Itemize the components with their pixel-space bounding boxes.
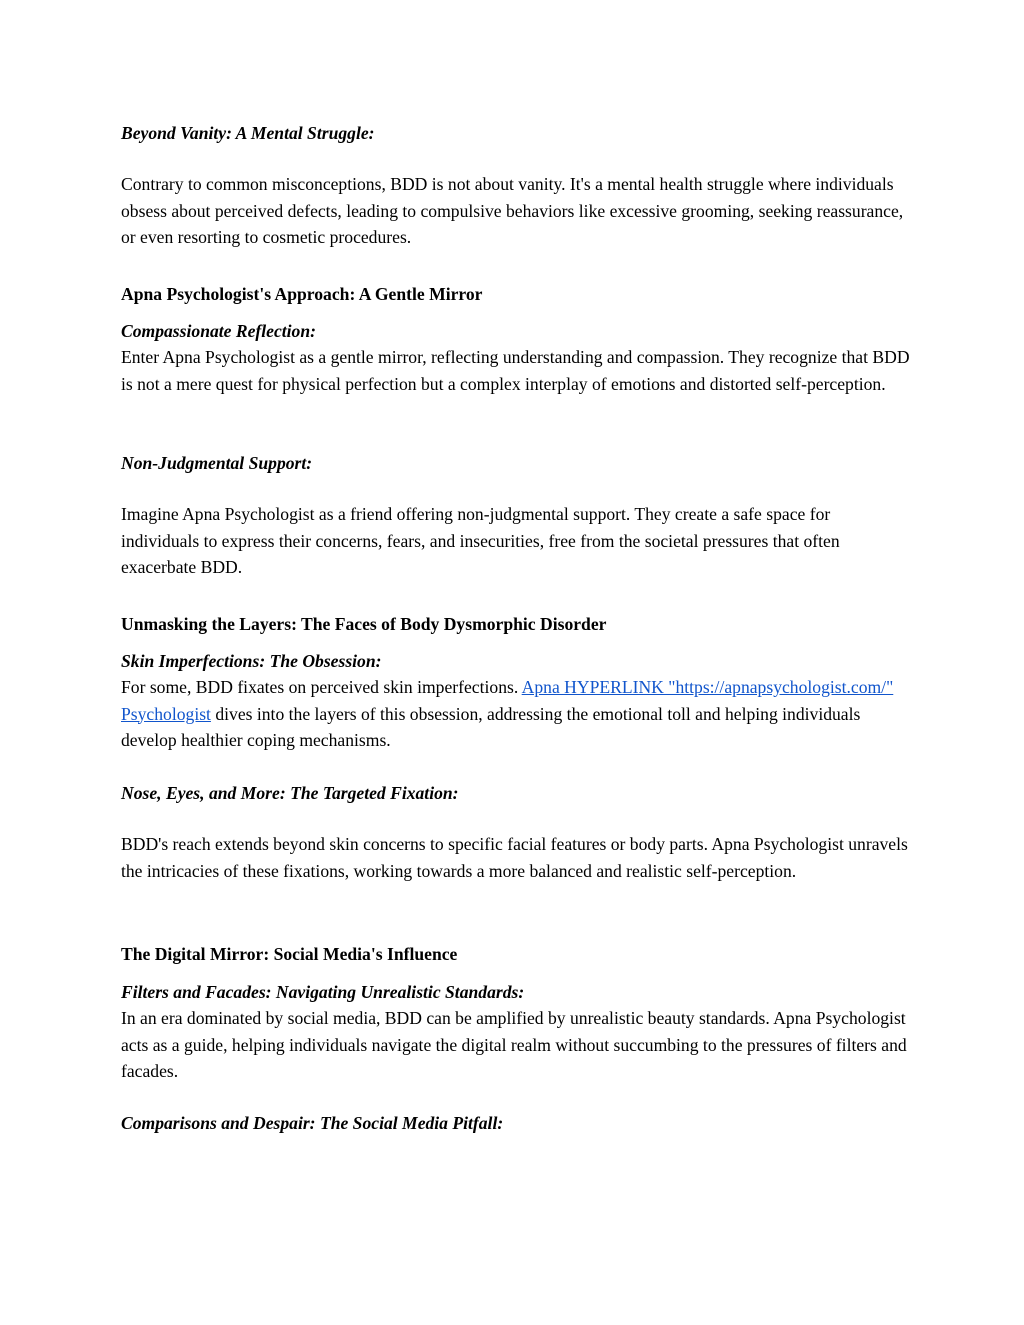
apna-psychologist-link[interactable]: Apna HYPERLINK "https://apnapsychologist.com/" Psychologist <box>121 677 894 724</box>
skin-text-after: dives into the layers of this obsession, addressing the emotional toll and helping individuals develop healthier coping mechanisms. <box>121 703 861 750</box>
filters-facades-heading: Filters and Facades: Navigating Unrealistic Standards: <box>121 982 525 1002</box>
targeted-fixation-paragraph: BDD's reach extends beyond skin concerns to specific facial features or body parts. Apna Psychologist unravels the intricacies of these fixations, working towards a more balanced and realistic self-perception. <box>121 834 908 881</box>
approach-heading: Apna Psychologist's Approach: A Gentle Mirror <box>121 284 483 304</box>
non-judgmental-paragraph: Imagine Apna Psychologist as a friend offering non-judgmental support. They create a safe space for individuals to express their concerns, fears, and insecurities, free from the societal pressures that often exacerbate BDD. <box>121 504 840 577</box>
beyond-vanity-heading: Beyond Vanity: A Mental Struggle: <box>121 123 375 143</box>
unmasking-heading: Unmasking the Layers: The Faces of Body Dysmorphic Disorder <box>121 614 607 634</box>
skin-imperfections-paragraph <box>121 674 911 754</box>
skin-imperfections-heading: Skin Imperfections: The Obsession: <box>121 651 382 671</box>
compassionate-reflection-paragraph: Enter Apna Psychologist as a gentle mirror, reflecting understanding and compassion. They recognize that BDD is not a mere quest for physical perfection but a complex interplay of emotions and distorted self-perception. <box>121 347 910 394</box>
beyond-vanity-paragraph: Contrary to common misconceptions, BDD is not about vanity. It's a mental health struggle where individuals obsess about perceived defects, leading to compulsive behaviors like excessive grooming, seeking reassurance, or even resorting to cosmetic procedures. <box>121 174 904 247</box>
compassionate-reflection-heading: Compassionate Reflection: <box>121 321 316 341</box>
non-judgmental-heading: Non-Judgmental Support: <box>121 453 313 473</box>
comparisons-despair-heading: Comparisons and Despair: The Social Media Pitfall: <box>121 1113 504 1133</box>
digital-mirror-heading: The Digital Mirror: Social Media's Influence <box>121 944 458 964</box>
skin-text-before: For some, BDD fixates on perceived skin imperfections. <box>121 677 522 697</box>
filters-facades-paragraph: In an era dominated by social media, BDD can be amplified by unrealistic beauty standards. Apna Psychologist acts as a guide, helping individuals navigate the digital realm without succumbing to the pressures of filters and facades. <box>121 1008 907 1081</box>
targeted-fixation-heading: Nose, Eyes, and More: The Targeted Fixation: <box>121 783 459 803</box>
